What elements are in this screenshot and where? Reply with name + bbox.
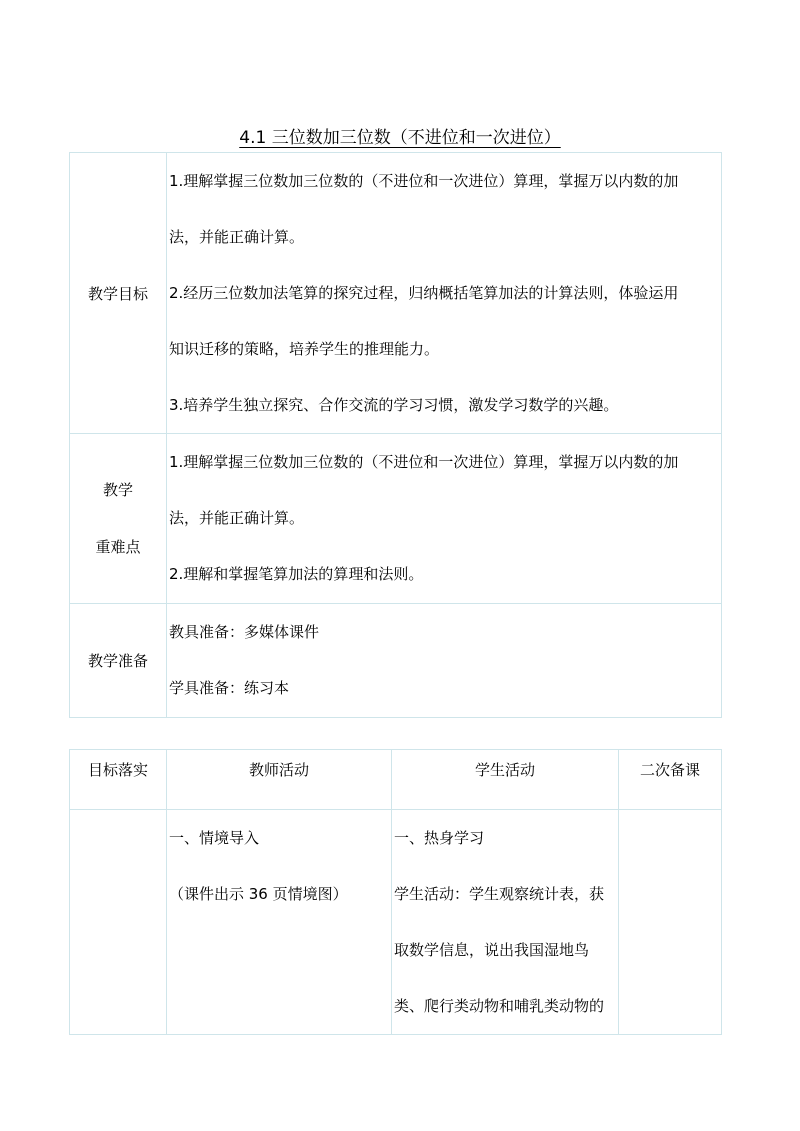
student-line: 取数学信息，说出我国湿地鸟 — [394, 941, 590, 959]
objectives-content — [167, 153, 722, 434]
header-teacher-activity: 教师活动 — [167, 750, 392, 810]
student-activity-cell — [392, 810, 619, 1035]
process-body-row — [70, 810, 722, 1035]
header-goal: 目标落实 — [70, 750, 167, 810]
key-points-content — [167, 434, 722, 604]
key-points-label: 教学 重难点 — [70, 434, 167, 604]
goal-cell — [70, 810, 167, 1035]
lesson-info-table — [69, 152, 722, 718]
process-header-row — [70, 750, 722, 810]
preparation-row — [70, 604, 722, 718]
preparation-label: 教学准备 — [70, 604, 167, 718]
student-line: 学生活动：学生观察统计表，获 — [394, 885, 605, 903]
key-point-line: 法，并能正确计算。 — [169, 509, 305, 527]
objective-line: 知识迁移的策略，培养学生的推理能力。 — [169, 340, 440, 358]
objectives-label: 教学目标 — [70, 153, 167, 434]
objective-line: 法，并能正确计算。 — [169, 228, 305, 246]
header-second-prep: 二次备课 — [619, 750, 722, 810]
key-point-line: 2.理解和掌握笔算加法的算理和法则。 — [169, 565, 424, 583]
document-title: 4.1 三位数加三位数（不进位和一次进位） — [239, 128, 561, 148]
preparation-line: 学具准备：练习本 — [169, 679, 290, 697]
teacher-activity-cell — [167, 810, 392, 1035]
lesson-process-table — [69, 749, 722, 1035]
student-line: 类、爬行类动物和哺乳类动物的 — [394, 997, 605, 1015]
objectives-row — [70, 153, 722, 434]
objective-line: 3.培养学生独立探究、合作交流的学习习惯，激发学习数学的兴趣。 — [169, 396, 619, 414]
key-points-row — [70, 434, 722, 604]
teacher-line: 一、情境导入 — [169, 829, 260, 847]
second-prep-cell — [619, 810, 722, 1035]
teacher-line: （课件出示 36 页情境图） — [169, 885, 348, 903]
key-point-line: 1.理解掌握三位数加三位数的（不进位和一次进位）算理，掌握万以内数的加 — [169, 453, 679, 471]
student-line: 一、热身学习 — [394, 829, 485, 847]
objective-line: 1.理解掌握三位数加三位数的（不进位和一次进位）算理，掌握万以内数的加 — [169, 172, 679, 190]
preparation-content — [167, 604, 722, 718]
objective-line: 2.经历三位数加法笔算的探究过程，归纳概括笔算加法的计算法则，体验运用 — [169, 284, 679, 302]
preparation-line: 教具准备：多媒体课件 — [169, 623, 320, 641]
header-student-activity: 学生活动 — [392, 750, 619, 810]
